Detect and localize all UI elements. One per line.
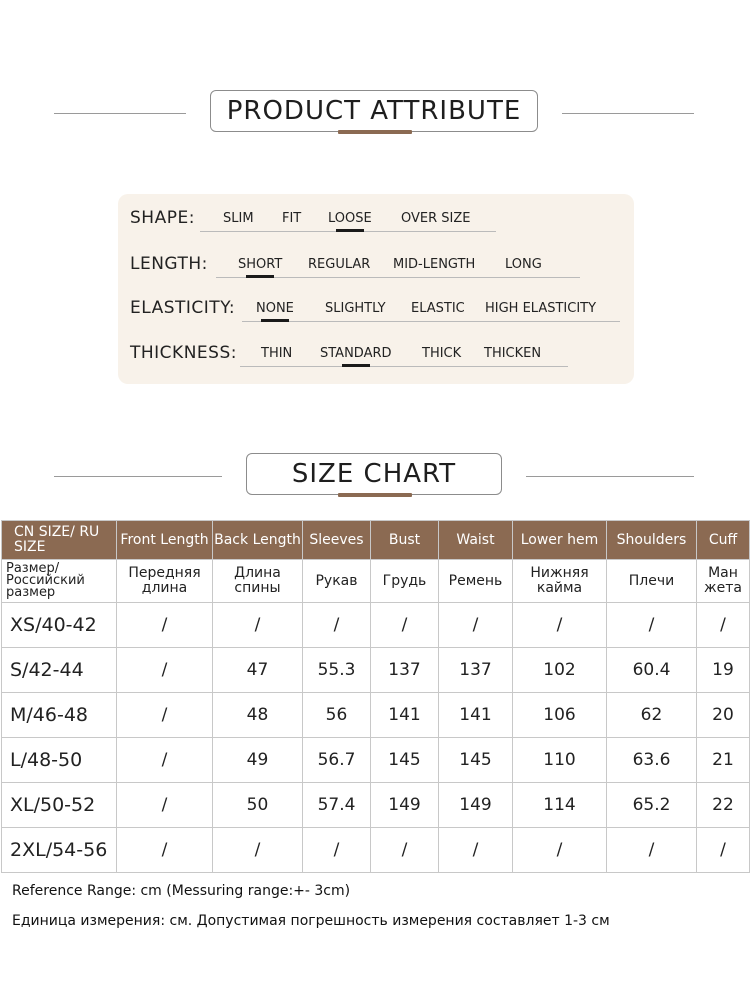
table-row xyxy=(2,738,750,783)
option-fit: FIT xyxy=(282,211,302,226)
measurement-cell: / xyxy=(117,693,213,738)
measurement-cell: / xyxy=(697,603,750,648)
measurement-cell: 110 xyxy=(513,738,607,783)
size-chart-title: SIZE CHART xyxy=(246,453,502,495)
measurement-cell: / xyxy=(513,603,607,648)
measurement-cell: 22 xyxy=(697,783,750,828)
selected-marker xyxy=(246,275,274,278)
option-thicken: THICKEN xyxy=(484,346,542,361)
product-attribute-header xyxy=(0,90,750,138)
header-waist: Waist xyxy=(439,521,513,560)
ru-header-cell: Ман жета xyxy=(697,560,750,603)
attribute-row-length xyxy=(118,254,634,284)
header-front-length: Front Length xyxy=(117,521,213,560)
measurement-cell: / xyxy=(303,828,371,873)
measurement-cell: / xyxy=(439,603,513,648)
measurement-cell: / xyxy=(117,603,213,648)
measurement-cell: 149 xyxy=(439,783,513,828)
selected-marker xyxy=(336,229,364,232)
size-label-cell: L/48-50 xyxy=(2,738,117,783)
attribute-row-shape xyxy=(118,208,634,238)
measurement-cell: 141 xyxy=(439,693,513,738)
measurement-cell: 141 xyxy=(371,693,439,738)
title-accent-bar xyxy=(338,493,412,497)
product-attribute-title: PRODUCT ATTRIBUTE xyxy=(210,90,538,132)
header-lower-hem: Lower hem xyxy=(513,521,607,560)
size-label-cell: S/42-44 xyxy=(2,648,117,693)
measurement-cell: 21 xyxy=(697,738,750,783)
table-row xyxy=(2,603,750,648)
reference-range-note: Reference Range: cm (Messuring range:+- 3cm) xyxy=(12,883,351,899)
measurement-cell: / xyxy=(117,648,213,693)
ru-header-cell: Грудь xyxy=(371,560,439,603)
measurement-cell: 145 xyxy=(439,738,513,783)
attribute-row-elasticity xyxy=(118,298,634,328)
measurement-cell: / xyxy=(439,828,513,873)
table-row xyxy=(2,648,750,693)
measurement-cell: / xyxy=(607,603,697,648)
header-shoulders: Shoulders xyxy=(607,521,697,560)
attribute-row-thickness xyxy=(118,343,634,373)
option-none-selected: NONE xyxy=(256,301,294,316)
option-elastic: ELASTIC xyxy=(411,301,465,316)
measurement-cell: 137 xyxy=(439,648,513,693)
option-slightly: SLIGHTLY xyxy=(325,301,386,316)
ru-header-cell: Ремень xyxy=(439,560,513,603)
attribute-panel xyxy=(118,194,634,384)
measurement-cell: / xyxy=(117,783,213,828)
option-short-selected: SHORT xyxy=(238,257,282,272)
reference-range-note-ru: Единица измерения: см. Допустимая погрешность измерения составляет 1-3 см xyxy=(12,913,610,929)
header-cn-size: CN SIZE/ RU SIZE xyxy=(2,521,117,560)
measurement-cell: / xyxy=(117,738,213,783)
header-sleeves: Sleeves xyxy=(303,521,371,560)
table-row xyxy=(2,783,750,828)
table-row xyxy=(2,693,750,738)
option-thin: THIN xyxy=(261,346,293,361)
divider-left xyxy=(54,476,222,477)
measurement-cell: 20 xyxy=(697,693,750,738)
option-standard-selected: STANDARD xyxy=(320,346,392,361)
ru-header-cell: Передняя длина xyxy=(117,560,213,603)
ru-header-cell: Плечи xyxy=(607,560,697,603)
title-accent-bar xyxy=(338,130,412,134)
measurement-cell: 63.6 xyxy=(607,738,697,783)
measurement-cell: / xyxy=(513,828,607,873)
ru-header-cell: Длина спины xyxy=(213,560,303,603)
measurement-cell: / xyxy=(303,603,371,648)
measurement-cell: 102 xyxy=(513,648,607,693)
measurement-cell: 114 xyxy=(513,783,607,828)
ru-header-cell: Рукав xyxy=(303,560,371,603)
option-over-size: OVER SIZE xyxy=(401,211,471,226)
attribute-label: ELASTICITY: xyxy=(130,298,236,318)
header-back-length: Back Length xyxy=(213,521,303,560)
measurement-cell: 60.4 xyxy=(607,648,697,693)
attribute-label: SHAPE: xyxy=(130,208,195,228)
attribute-underline xyxy=(242,321,620,322)
measurement-cell: / xyxy=(371,828,439,873)
option-long: LONG xyxy=(505,257,542,272)
measurement-cell: / xyxy=(607,828,697,873)
option-loose-selected: LOOSE xyxy=(328,211,372,226)
divider-left xyxy=(54,113,186,114)
table-row xyxy=(2,828,750,873)
ru-header-size: Размер/ Российский размер xyxy=(2,560,117,603)
measurement-cell: 62 xyxy=(607,693,697,738)
header-bust: Bust xyxy=(371,521,439,560)
size-chart-table xyxy=(1,520,750,873)
size-label-cell: XS/40-42 xyxy=(2,603,117,648)
attribute-underline xyxy=(240,366,568,367)
measurement-cell: 47 xyxy=(213,648,303,693)
ru-header-cell: Нижняя кайма xyxy=(513,560,607,603)
measurement-cell: 106 xyxy=(513,693,607,738)
attribute-label: THICKNESS: xyxy=(130,343,237,363)
option-regular: REGULAR xyxy=(308,257,371,272)
divider-right xyxy=(526,476,694,477)
measurement-cell: 137 xyxy=(371,648,439,693)
measurement-cell: / xyxy=(213,828,303,873)
measurement-cell: 145 xyxy=(371,738,439,783)
measurement-cell: 56 xyxy=(303,693,371,738)
header-cuff: Cuff xyxy=(697,521,750,560)
size-label-cell: 2XL/54-56 xyxy=(2,828,117,873)
measurement-cell: 50 xyxy=(213,783,303,828)
attribute-label: LENGTH: xyxy=(130,254,208,274)
measurement-cell: 55.3 xyxy=(303,648,371,693)
measurement-cell: / xyxy=(213,603,303,648)
ru-header-row xyxy=(2,560,750,603)
measurement-cell: 149 xyxy=(371,783,439,828)
measurement-cell: 19 xyxy=(697,648,750,693)
measurement-cell: / xyxy=(117,828,213,873)
size-label-cell: XL/50-52 xyxy=(2,783,117,828)
measurement-cell: 57.4 xyxy=(303,783,371,828)
selected-marker xyxy=(342,364,370,367)
measurement-cell: / xyxy=(697,828,750,873)
divider-right xyxy=(562,113,694,114)
option-mid-length: MID-LENGTH xyxy=(393,257,476,272)
selected-marker xyxy=(261,319,289,322)
option-high-elasticity: HIGH ELASTICITY xyxy=(485,301,597,316)
option-thick: THICK xyxy=(422,346,462,361)
measurement-cell: 65.2 xyxy=(607,783,697,828)
measurement-cell: / xyxy=(371,603,439,648)
measurement-cell: 49 xyxy=(213,738,303,783)
size-chart-header xyxy=(0,453,750,501)
measurement-cell: 48 xyxy=(213,693,303,738)
option-slim: SLIM xyxy=(223,211,254,226)
header-row xyxy=(2,521,750,560)
size-label-cell: M/46-48 xyxy=(2,693,117,738)
measurement-cell: 56.7 xyxy=(303,738,371,783)
